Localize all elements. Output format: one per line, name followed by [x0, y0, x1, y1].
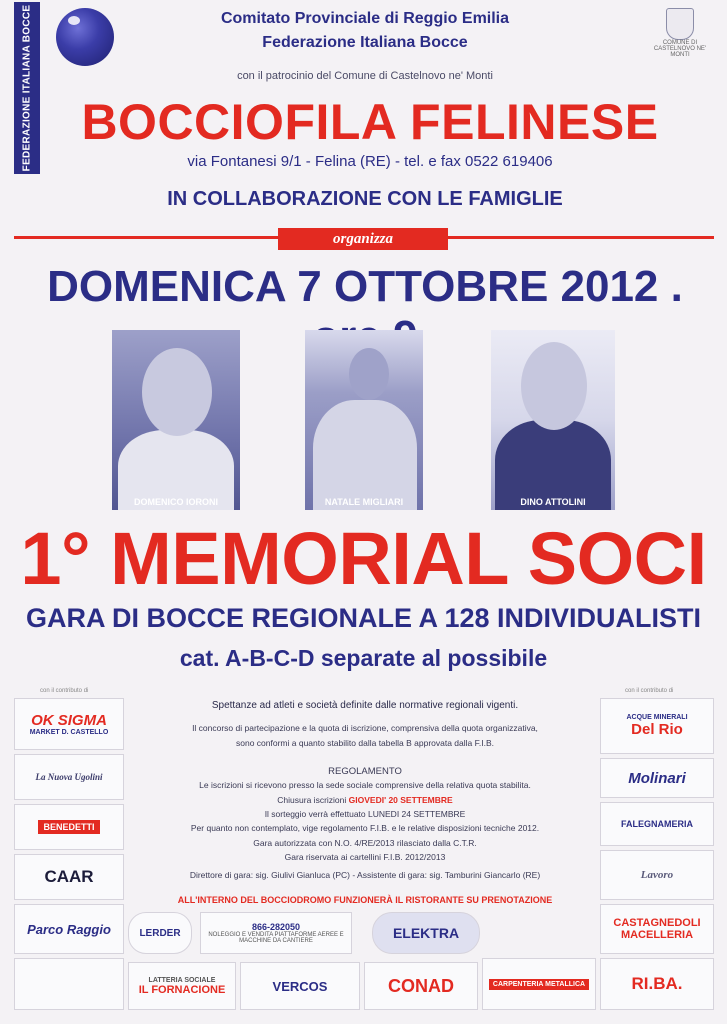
organizza-badge: organizza [278, 228, 448, 250]
event-categories: cat. A-B-C-D separate al possibile [179, 645, 548, 671]
sponsor-benedetti [14, 804, 124, 850]
autorizzata-text: Gara autorizzata con N.O. 4/RE/2013 rilasciato dalla C.T.R. [253, 838, 477, 848]
sponsor-falegnameria: FALEGNAMERIA [600, 802, 714, 846]
direttori-text: Direttore di gara: sig. Giulivi Gianluca (PC) - Assistente di gara: sig. Tamburini Giancarlo (RE) [189, 870, 541, 880]
carpenteria-name: CARPENTERIA METALLICA [489, 979, 589, 990]
photo-caption: DINO ATTOLINI [520, 497, 586, 507]
chiusura-text [140, 795, 590, 805]
riservata-text: Gara riservata ai cartellini F.I.B. 2012/2013 [284, 852, 446, 862]
patronage-text: con il patrocinio del Comune di Castelnovo ne' Monti [237, 70, 493, 82]
benedetti-name: BENEDETTI [38, 820, 99, 834]
sponsor-riba: RI.BA. [600, 958, 714, 1010]
event-date: DOMENICA 7 OTTOBRE 2012 . [47, 262, 683, 311]
regolamento-heading: REGOLAMENTO [328, 766, 402, 777]
latteria-top: LATTERIA SOCIALE [148, 976, 216, 984]
ristorante-text: ALL'INTERNO DEL BOCCIODROMO FUNZIONERÀ IL RISTORANTE SU PRENOTAZIONE [177, 895, 553, 905]
event-title: 1° MEMORIAL SOCI [20, 517, 707, 600]
concorso-text: Il concorso di partecipazione e la quota di iscrizione, comprensiva della quota organizzativa, [192, 723, 538, 733]
sponsor-ugolini: La Nuova Ugolini [14, 754, 124, 800]
sponsor-lerder: LERDER [128, 912, 192, 954]
photo-caption: DOMENICO IORONI [133, 497, 218, 507]
bocce-ball-logo-icon [56, 8, 114, 66]
sponsor-lavoro: Lavoro [600, 850, 714, 900]
delrio-name: Del Rio [631, 721, 683, 738]
sponsor-molinari: Molinari [600, 758, 714, 798]
noleggio-text: NOLEGGIO E VENDITA PIATTAFORME AEREE E MACCHINE DA CANTIERE [208, 932, 344, 944]
crest-label: COMUNE DI CASTELNOVO NE' MONTI [653, 40, 707, 58]
chiusura-prefix: Chiusura iscrizioni [277, 795, 349, 805]
sponsor-oksigma [14, 698, 124, 750]
club-name: BOCCIOFILA FELINESE [81, 94, 659, 150]
conformi-text: sono conformi a quanto stabilito dalla tabella B approvata dalla F.I.B. [236, 738, 494, 748]
sponsor-bottom-left [14, 958, 124, 1010]
sponsor-castagnedoli: CASTAGNEDOLI MACELLERIA [600, 904, 714, 954]
event-subtitle: GARA DI BOCCE REGIONALE A 128 INDIVIDUALISTI [25, 603, 702, 633]
ball-shine [68, 16, 80, 25]
spettanze-text: Spettanze ad atleti e società definite dalle normative regionali vigenti. [211, 700, 519, 711]
club-address: via Fontanesi 9/1 - Felina (RE) - tel. e fax 0522 619406 [187, 153, 553, 170]
fornacione-name: IL FORNACIONE [138, 983, 226, 996]
sponsor-vercos: VERCOS [240, 962, 360, 1010]
sponsor-caar: CAAR [14, 854, 124, 900]
noleggio-phone: 866-282050 [251, 922, 301, 932]
iscrizioni-text: Le iscrizioni si ricevono presso la sede sociale comprensive della relativa quota stabilita. [199, 780, 531, 790]
sponsor-fornacione [128, 962, 236, 1010]
photo-domenico [112, 330, 240, 510]
header-line-2: Federazione Italiana Bocce [262, 34, 468, 51]
oksigma-name: OK SIGMA [31, 712, 107, 729]
chiusura-date: GIOVEDI' 20 SETTEMBRE [348, 795, 453, 805]
photo-dino [491, 330, 615, 510]
side-strip-text: FEDERAZIONE ITALIANA BOCCE [21, 4, 33, 172]
sponsor-carpenteria [482, 958, 596, 1010]
photo-natale [305, 330, 423, 510]
collab-text: IN COLLABORAZIONE CON LE FAMIGLIE [167, 188, 563, 210]
sponsor-conad: CONAD [364, 962, 478, 1010]
non-contemplato-text: Per quanto non contemplato, vige regolamento F.I.B. e le relative disposizioni tecniche 2012. [190, 823, 540, 833]
photo-caption: NATALE MIGLIARI [324, 497, 404, 507]
sorteggio-text: Il sorteggio verrà effettuato LUNEDI 24 SETTEMBRE [264, 809, 466, 819]
sponsor-delrio [600, 698, 714, 754]
contributo-left: con il contributo di [40, 688, 89, 694]
sponsor-elektra: ELEKTRA [372, 912, 480, 954]
sponsor-parco-raggio: Parco Raggio [14, 904, 124, 954]
sponsor-noleggio [200, 912, 352, 954]
market-name: MARKET D. CASTELLO [29, 729, 109, 736]
header-line-1: Comitato Provinciale di Reggio Emilia [220, 10, 510, 27]
town-crest-icon [666, 8, 694, 40]
delrio-top: ACQUE MINERALI [626, 714, 688, 721]
contributo-right: con il contributo di [625, 688, 674, 694]
